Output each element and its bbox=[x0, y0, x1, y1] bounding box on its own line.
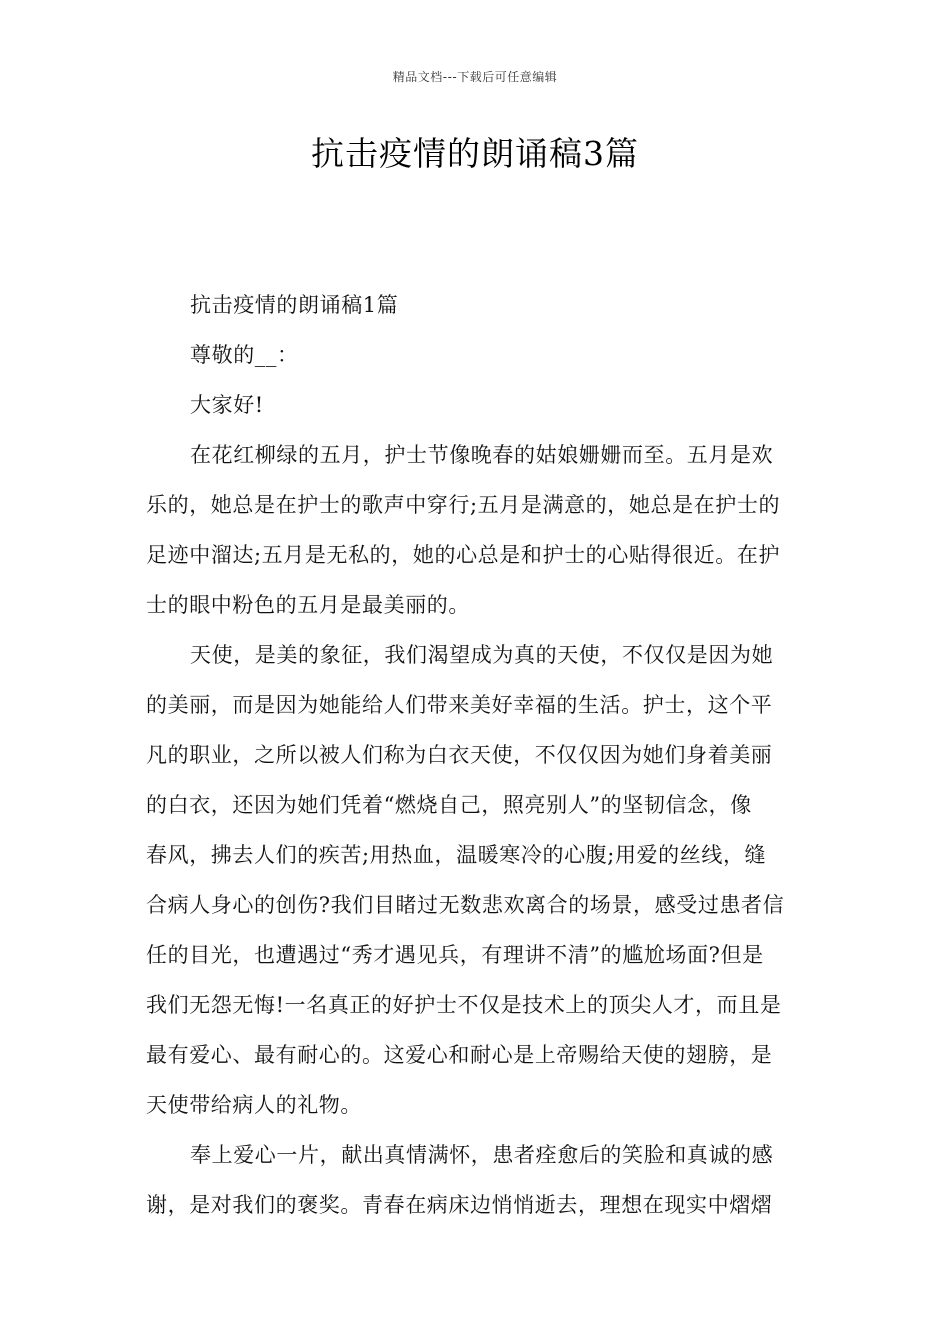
text-line: 任的目光，也遭遇过“秀才遇见兵，有理讲不清”的尴尬场面?但是 bbox=[146, 943, 764, 967]
text-line: 合病人身心的创伤?我们目睹过无数悲欢离合的场景，感受过患者信 bbox=[146, 893, 785, 917]
text-line: 春风，拂去人们的疾苦;用热血，温暖寒冷的心腹;用爱的丝线，缝 bbox=[146, 843, 767, 867]
text-line: 我们无怨无悔!一名真正的好护士不仅是技术上的顶尖人才，而且是 bbox=[146, 993, 782, 1017]
text-line: 大家好! bbox=[190, 393, 264, 417]
text-line: 最有爱心、最有耐心的。这爱心和耐心是上帝赐给天使的翅膀，是 bbox=[146, 1043, 773, 1067]
text-line: 天使带给病人的礼物。 bbox=[146, 1093, 362, 1117]
document-body bbox=[146, 280, 806, 1230]
text-line: 在花红柳绿的五月，护士节像晚春的姑娘姗姗而至。五月是欢 bbox=[190, 443, 774, 467]
text-line: 凡的职业，之所以被人们称为白衣天使，不仅仅因为她们身着美丽 bbox=[146, 743, 773, 767]
text-line: 的美丽，而是因为她能给人们带来美好幸福的生活。护士，这个平 bbox=[146, 693, 773, 717]
text-line: 尊敬的__： bbox=[190, 343, 299, 367]
header-note: 精品文档---下载后可任意编辑 bbox=[392, 70, 558, 84]
text-line: 谢，是对我们的褒奖。青春在病床边悄悄逝去，理想在现实中熠熠 bbox=[146, 1193, 773, 1217]
text-line: 足迹中溜达;五月是无私的，她的心总是和护士的心贴得很近。在护 bbox=[146, 543, 781, 567]
text-line: 抗击疫情的朗诵稿1篇 bbox=[190, 293, 399, 317]
text-line: 的白衣，还因为她们凭着“燃烧自己，照亮别人”的坚韧信念，像 bbox=[146, 793, 752, 817]
text-line: 乐的，她总是在护士的歌声中穿行;五月是满意的，她总是在护士的 bbox=[146, 493, 781, 517]
text-line: 奉上爱心一片，献出真情满怀，患者痊愈后的笑脸和真诚的感 bbox=[190, 1143, 774, 1167]
text-line: 士的眼中粉色的五月是最美丽的。 bbox=[146, 593, 470, 617]
document-title: 抗击疫情的朗诵稿3篇 bbox=[311, 134, 639, 173]
text-line: 天使，是美的象征，我们渴望成为真的天使，不仅仅是因为她 bbox=[190, 643, 774, 667]
